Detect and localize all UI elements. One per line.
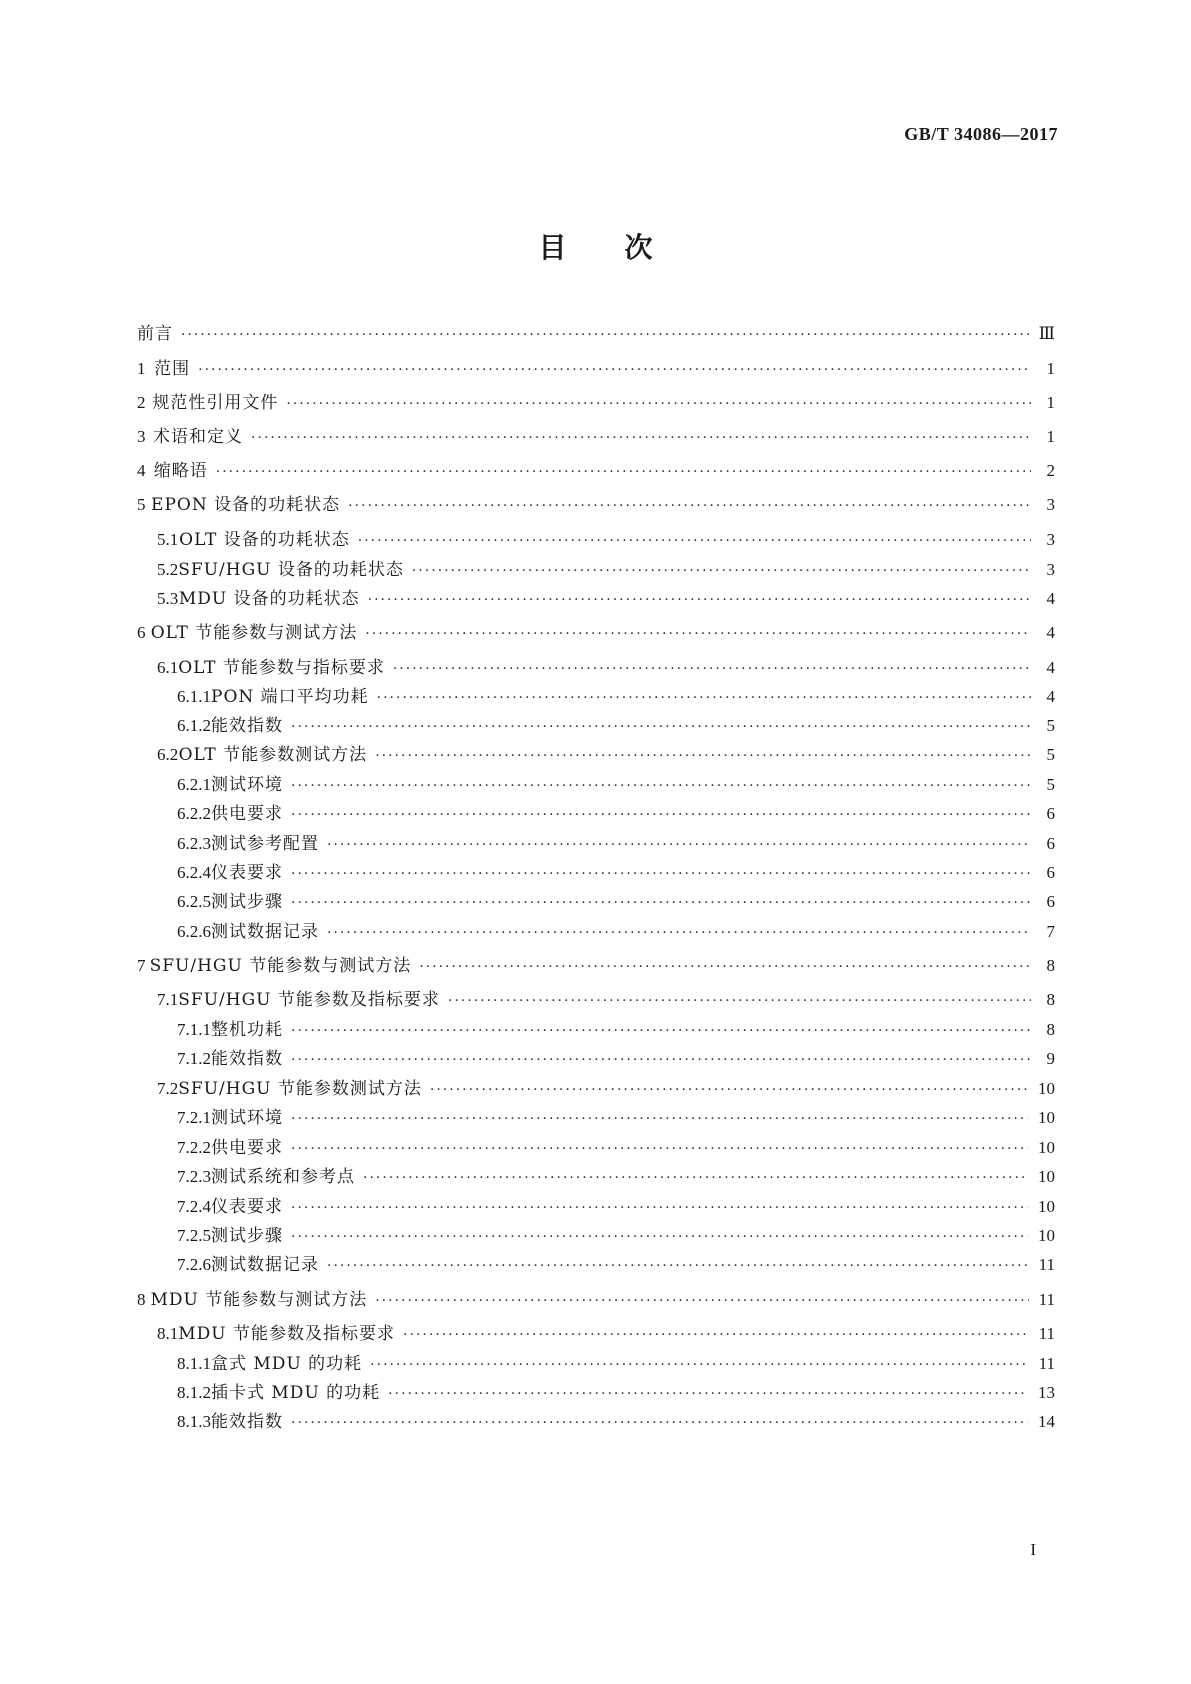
toc-entry-label: 测试步骤 [211,1226,283,1246]
toc-entry[interactable] [157,1077,1055,1101]
toc-entry-label: 能效指数 [211,716,283,736]
toc-entry-page: Ⅲ [1038,324,1055,343]
toc-entry[interactable] [177,1253,1055,1277]
toc-entry-page: 5 [1046,716,1055,735]
toc-dot-leader [358,529,1031,553]
toc-entry-label: 供电要求 [211,1138,283,1158]
toc-entry[interactable] [157,988,1055,1012]
toc-entry-page: 6 [1046,804,1055,823]
toc-entry-label: 插卡式 MDU 的功耗 [211,1383,381,1403]
toc-entry-number: 8.1.3 [177,1412,211,1431]
toc-entry-label: 前言 [137,324,173,344]
toc-dot-leader [291,1048,1031,1072]
toc-dot-leader [363,1166,1028,1190]
toc-entry-label: MDU 节能参数与测试方法 [150,1290,368,1310]
toc-entry[interactable] [137,322,1055,346]
toc-entry-label: 测试环境 [211,775,283,795]
toc-dot-leader [291,891,1031,915]
toc-entry-number: 7.2.4 [177,1197,211,1216]
toc-entry[interactable] [177,685,1055,709]
toc-entry-page: 6 [1046,892,1055,911]
toc-entry-page: 3 [1046,530,1055,549]
toc-entry[interactable] [177,1224,1055,1248]
toc-entry[interactable] [137,425,1055,449]
toc-entry-label: 规范性引用文件 [152,393,279,413]
toc-entry-label: OLT 节能参数与指标要求 [178,658,385,678]
toc-entry-number: 1 [137,359,146,378]
toc-entry-number: 3 [137,427,146,446]
toc-entry[interactable] [177,1047,1055,1071]
toc-entry-label: OLT 设备的功耗状态 [179,530,350,550]
toc-entry-page: 6 [1046,834,1055,853]
toc-entry-label: PON 端口平均功耗 [211,687,369,707]
toc-entry-label: 测试环境 [211,1108,283,1128]
toc-entry-label: 仪表要求 [211,1197,283,1217]
toc-dot-leader [327,833,1031,857]
toc-entry-page: 10 [1038,1079,1055,1098]
toc-dot-leader [403,1323,1029,1347]
toc-entry[interactable] [177,832,1055,856]
toc-entry-number: 6.1 [157,658,179,677]
toc-entry-page: 9 [1046,1049,1055,1068]
toc-entry-page: 11 [1038,1354,1055,1373]
toc-entry-number: 6.2.5 [177,892,211,911]
toc-entry-page: 10 [1038,1167,1055,1186]
toc-entry-number: 6.2.6 [177,922,211,941]
toc-entry-number: 4 [137,461,146,480]
toc-entry-label: SFU/HGU 设备的功耗状态 [178,560,404,580]
toc-entry[interactable] [157,558,1055,582]
toc-entry-label: 测试参考配置 [211,834,319,854]
toc-entry-number: 7.2 [157,1079,179,1098]
toc-entry-label: 范围 [154,359,191,379]
toc-dot-leader [216,460,1031,484]
toc-entry-label: 供电要求 [211,804,283,824]
toc-entry-number: 7 [137,956,146,975]
page-number: I [1030,1540,1036,1559]
toc-entry-number: 7.2.2 [177,1138,211,1157]
toc-entry[interactable] [177,714,1055,738]
toc-entry-number: 6 [137,623,146,642]
toc-entry-label: MDU 设备的功耗状态 [178,589,360,609]
toc-entry-page: 11 [1038,1324,1055,1343]
toc-entry-number: 7.1.1 [177,1020,211,1039]
standard-number: GB/T 34086—2017 [904,124,1058,144]
toc-dot-leader [181,323,1029,347]
toc-dot-leader [419,955,1031,979]
toc-entry-number: 6.1.2 [177,716,211,735]
toc-entry-number: 5.1 [157,530,179,549]
toc-entry-page: 10 [1038,1197,1055,1216]
toc-entry[interactable] [157,528,1055,552]
toc-entry[interactable] [177,1165,1055,1189]
toc-entry-number: 8.1.2 [177,1383,211,1402]
toc-entry[interactable] [157,743,1055,767]
toc-dot-leader [348,494,1031,518]
toc-entry[interactable] [177,1410,1055,1434]
toc-dot-leader [412,559,1031,583]
toc-entry-page: 3 [1046,560,1055,579]
toc-entry-page: 4 [1046,687,1055,706]
toc-dot-leader [291,862,1031,886]
toc-entry[interactable] [177,861,1055,885]
toc-entry[interactable] [177,890,1055,914]
toc-entry-number: 6.2 [157,745,179,764]
toc-entry-page: 10 [1038,1226,1055,1245]
toc-dot-leader [291,1107,1028,1131]
toc-entry-label: 测试系统和参考点 [211,1167,355,1187]
toc-entry[interactable] [157,656,1055,680]
toc-entry[interactable] [177,1136,1055,1160]
toc-entry[interactable] [177,1381,1055,1405]
toc-dot-leader [291,1411,1028,1435]
toc-entry[interactable] [137,493,1055,517]
toc-entry-number: 7.1 [157,990,179,1009]
toc-entry-label: OLT 节能参数与测试方法 [150,623,358,643]
toc-entry-page: 11 [1038,1255,1055,1274]
toc-entry-page: 5 [1046,775,1055,794]
toc-entry-number: 6.1.1 [177,687,211,706]
toc-entry-label: MDU 节能参数及指标要求 [178,1324,396,1344]
toc-dot-leader [368,588,1031,612]
toc-entry-number: 7.2.6 [177,1255,211,1274]
toc-entry-page: 1 [1046,359,1055,378]
toc-entry[interactable] [157,1322,1055,1346]
toc-entry-number: 5.2 [157,560,179,579]
toc-dot-leader [291,803,1031,827]
toc-dot-leader [291,715,1031,739]
toc-entry-number: 7.2.1 [177,1108,211,1127]
toc-entry-number: 6.2.4 [177,863,211,882]
toc-heading-char-2: 次 [624,231,653,264]
toc-entry[interactable] [137,459,1055,483]
toc-entry-page: 1 [1046,427,1055,446]
toc-dot-leader [198,358,1031,382]
toc-dot-leader [430,1078,1028,1102]
toc-dot-leader [291,1137,1028,1161]
toc-entry-label: SFU/HGU 节能参数测试方法 [178,1079,422,1099]
toc-entry-label: 术语和定义 [153,427,244,447]
toc-dot-leader [327,1254,1029,1278]
toc-entry-page: 13 [1038,1383,1055,1402]
toc-entry-label: SFU/HGU 节能参数及指标要求 [178,990,440,1010]
toc-entry-number: 2 [137,393,146,412]
toc-dot-leader [375,744,1031,768]
toc-dot-leader [327,921,1031,945]
toc-dot-leader [370,1353,1028,1377]
toc-entry-page: 2 [1046,461,1055,480]
toc-heading [0,226,1191,266]
toc-entry-page: 1 [1046,393,1055,412]
toc-entry-number: 7.2.5 [177,1226,211,1245]
toc-entry-page: 10 [1038,1138,1055,1157]
toc-entry-page: 7 [1046,922,1055,941]
toc-entry[interactable] [137,621,1055,645]
toc-dot-leader [286,392,1031,416]
toc-entry[interactable] [177,1195,1055,1219]
toc-entry-number: 7.2.3 [177,1167,211,1186]
toc-entry-page: 6 [1046,863,1055,882]
toc-entry-page: 3 [1046,495,1055,514]
toc-entry-label: 能效指数 [211,1049,283,1069]
toc-entry-number: 5.3 [157,589,179,608]
toc-entry[interactable] [177,1352,1055,1376]
toc-entry-page: 4 [1046,658,1055,677]
toc-dot-leader [291,1019,1031,1043]
toc-dot-leader [377,686,1031,710]
toc-entry-label: 能效指数 [211,1412,283,1432]
toc-entry-page: 14 [1038,1412,1055,1431]
toc-entry-number: 8.1.1 [177,1354,211,1373]
toc-dot-leader [291,1196,1028,1220]
toc-dot-leader [448,989,1031,1013]
toc-entry[interactable] [177,920,1055,944]
toc-entry-page: 8 [1046,1020,1055,1039]
toc-entry-label: 缩略语 [153,461,208,481]
toc-entry-label: OLT 节能参数测试方法 [178,745,368,765]
toc-entry-label: EPON 设备的功耗状态 [151,495,341,515]
toc-entry-number: 6.2.2 [177,804,211,823]
toc-entry-label: 测试步骤 [211,892,283,912]
toc-entry[interactable] [137,1288,1055,1312]
toc-entry-page: 10 [1038,1108,1055,1127]
toc-entry-label: 测试数据记录 [211,922,319,942]
toc-entry-page: 4 [1046,589,1055,608]
toc-entry[interactable] [137,357,1055,381]
toc-entry[interactable] [177,802,1055,826]
toc-dot-leader [393,657,1031,681]
toc-entry-label: 测试数据记录 [211,1255,319,1275]
toc-entry-number: 6.2.3 [177,834,211,853]
toc-dot-leader [291,774,1031,798]
toc-dot-leader [291,1225,1028,1249]
toc-entry-label: 盒式 MDU 的功耗 [211,1354,363,1374]
toc-dot-leader [388,1382,1028,1406]
toc-entry[interactable] [177,773,1055,797]
toc-entry[interactable] [177,1018,1055,1042]
toc-heading-char-1: 目 [538,231,567,264]
toc-entry-label: 仪表要求 [211,863,283,883]
toc-entry-page: 11 [1038,1290,1055,1309]
toc-entry[interactable] [137,391,1055,415]
toc-dot-leader [375,1289,1028,1313]
toc-entry[interactable] [137,954,1055,978]
toc-entry-page: 5 [1046,745,1055,764]
toc-dot-leader [251,426,1031,450]
toc-dot-leader [365,622,1031,646]
toc-entry-label: SFU/HGU 节能参数与测试方法 [149,956,412,976]
toc-entry-page: 8 [1046,990,1055,1009]
toc-entry[interactable] [157,587,1055,611]
toc-entry-page: 8 [1046,956,1055,975]
toc-entry[interactable] [177,1106,1055,1130]
toc-entry-label: 整机功耗 [211,1020,283,1040]
toc-entry-page: 4 [1046,623,1055,642]
toc-entry-number: 8.1 [157,1324,179,1343]
toc-entry-number: 7.1.2 [177,1049,211,1068]
toc-entry-number: 6.2.1 [177,775,211,794]
toc-entry-number: 5 [137,495,146,514]
toc-entry-number: 8 [137,1290,146,1309]
